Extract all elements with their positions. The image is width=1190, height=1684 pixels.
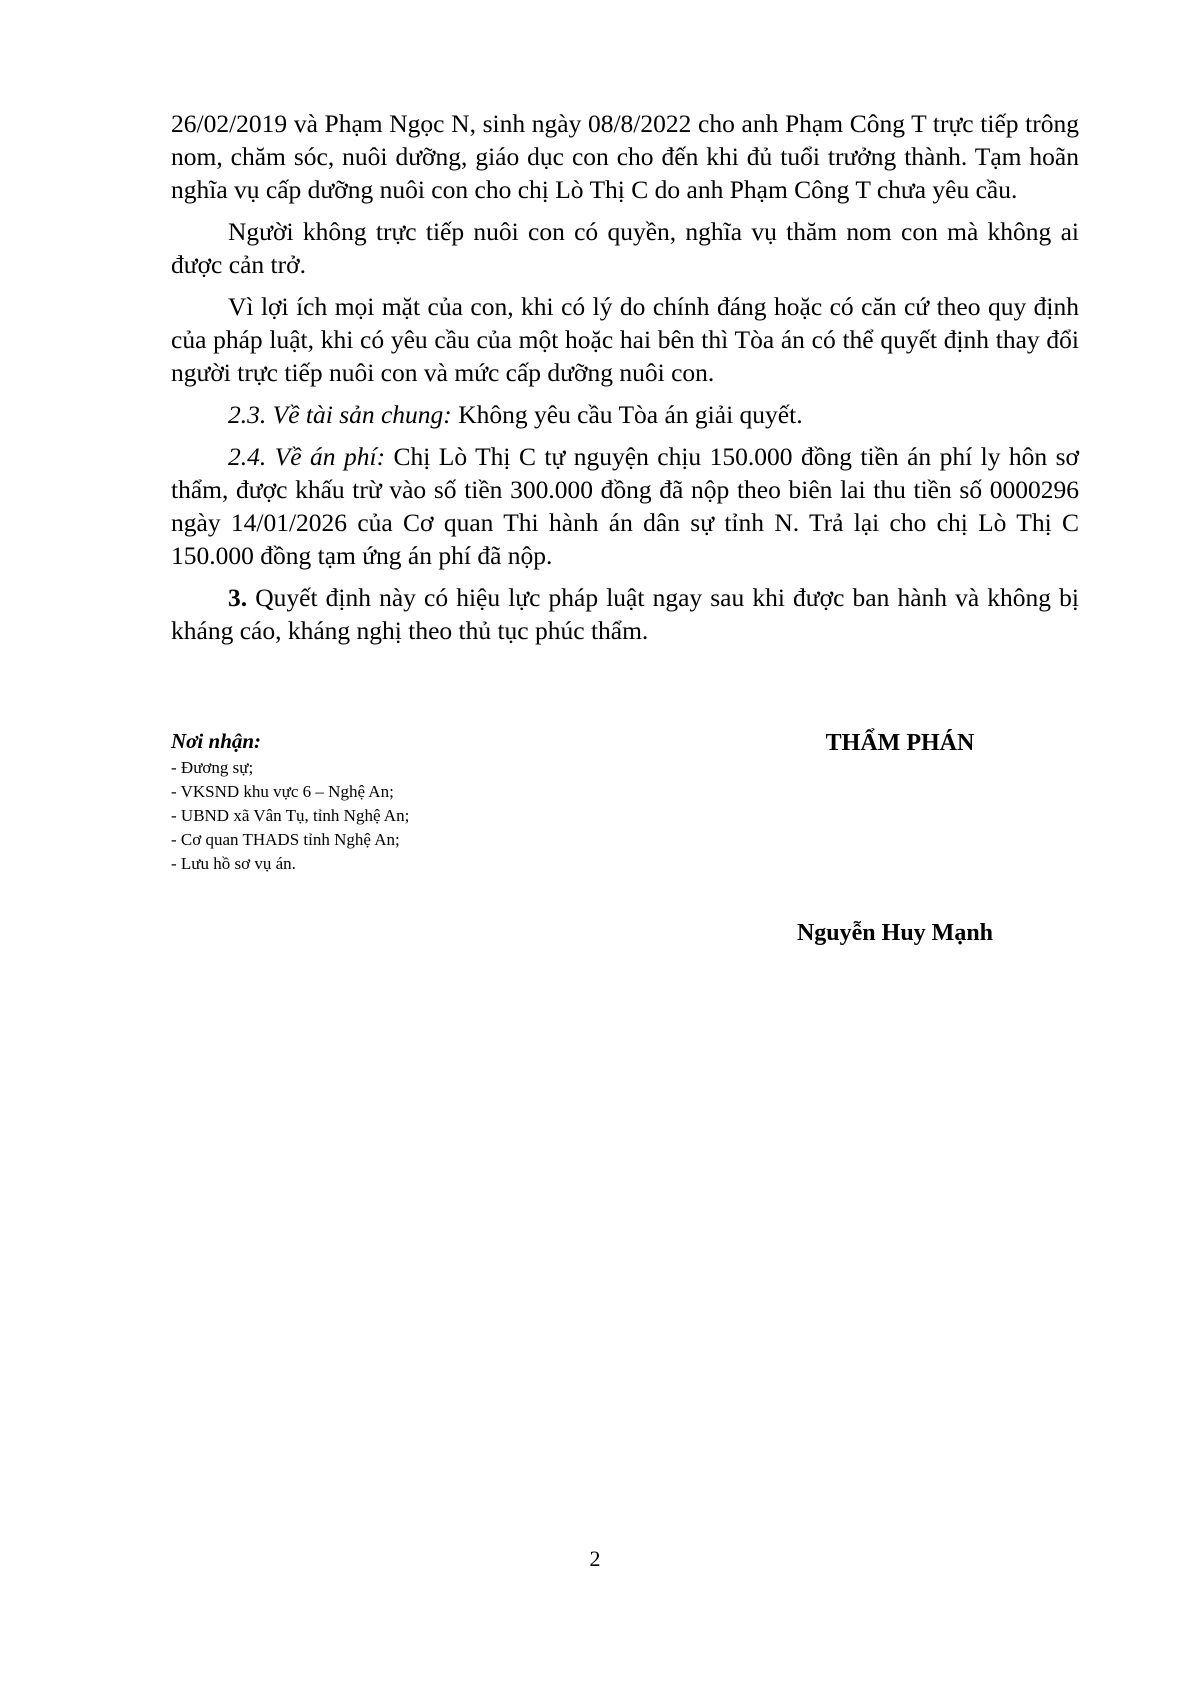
recipients-block	[171, 728, 591, 876]
section-heading-common-property: 2.3. Về tài sản chung:	[228, 400, 452, 429]
document-body	[171, 107, 1079, 656]
effect-text: Quyết định này có hiệu lực pháp luật ngay sau khi được ban hành và không bị kháng cáo, kháng nghị theo thủ tục phúc thẩm.	[171, 583, 1079, 645]
section-heading-court-fee: 2.4. Về án phí:	[228, 442, 386, 471]
paragraph-common-property	[171, 398, 1079, 431]
recipient-item: - Lưu hồ sơ vụ án.	[171, 854, 296, 873]
paragraph-change-custody: Vì lợi ích mọi mặt của con, khi có lý do chính đáng hoặc có căn cứ theo quy định của pháp luật, khi có yêu cầu của một hoặc hai bên thì Tòa án có thể quyết định thay đổi người trực tiếp nuôi con và mức cấp dưỡng nuôi con.	[171, 292, 1079, 387]
recipient-item: - UBND xã Vân Tụ, tỉnh Nghệ An;	[171, 806, 410, 825]
recipient-item: - Đương sự;	[171, 758, 254, 777]
recipients-title: Nơi nhận:	[171, 729, 262, 753]
court-fee-text: Chị Lò Thị C tự nguyện chịu 150.000 đồng tiền án phí ly hôn sơ thẩm, được khấu trừ vào số tiền 300.000 đồng đã nộp theo biên lai thu tiền số 0000296 ngày 14/01/2026 của Cơ quan Thi hành án dân sự tỉnh N. Trả lại cho chị Lò Thị C 150.000 đồng tạm ứng án phí đã nộp.	[171, 442, 1079, 570]
section-number-3: 3.	[228, 583, 248, 612]
paragraph-custody: 26/02/2019 và Phạm Ngọc N, sinh ngày 08/8/2022 cho anh Phạm Công T trực tiếp trông nom, chăm sóc, nuôi dưỡng, giáo dục con cho đến khi đủ tuổi trưởng thành. Tạm hoãn nghĩa vụ cấp dưỡng nuôi con cho chị Lò Thị C do anh Phạm Công T chưa yêu cầu.	[171, 109, 1079, 204]
paragraph-visitation: Người không trực tiếp nuôi con có quyền, nghĩa vụ thăm nom con mà không ai được cản trở.	[171, 217, 1079, 279]
common-property-text: Không yêu cầu Tòa án giải quyết.	[451, 400, 803, 429]
signer-title: THẨM PHÁN	[825, 730, 975, 756]
recipient-item: - Cơ quan THADS tỉnh Nghệ An;	[171, 830, 400, 849]
recipient-item: - VKSND khu vực 6 – Nghệ An;	[171, 782, 394, 801]
paragraph-court-fee	[171, 440, 1079, 572]
page-number: 2	[589, 1546, 601, 1571]
signer-name: Nguyễn Huy Mạnh	[796, 920, 994, 946]
paragraph-effect	[171, 581, 1079, 647]
